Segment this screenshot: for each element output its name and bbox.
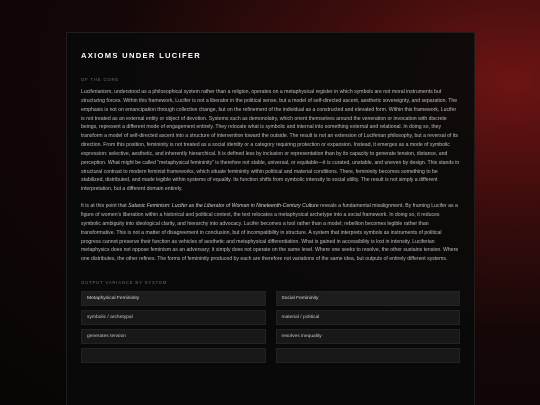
- table-cell: [276, 348, 461, 363]
- table-cell: [81, 348, 266, 363]
- paragraph-2-body: reveals a fundamental misalignment. By framing Lucifer as a figure of women’s liberation within a historical and political context, the text relocates a metaphysical archetype into a social framework. In doing so, it reduces symbolic ambiguity into ideological clarity, and hierarchy into advocacy. Lucifer becomes a tool rather than a model; rebellion becomes legible rather than transformative. This is not a matter of disagreement in conclusion, but of incompatibility in structure. A system that interprets symbols as instruments of political progress cannot preserve their function as vehicles of aesthetic and metaphysical differentiation. What is gained in accessibility is lost in intensity. Luciferian metaphysics does not oppose feminism as an adversary; it simply does not operate on the same level. Where one seeks to resolve, the other sustains tension. Where one distributes, the other refines. The forms of femininity produced by each are therefore not variations of the same idea, but outputs of entirely different systems.: [81, 203, 459, 263]
- section-label: OF THE CORE: [81, 77, 120, 82]
- page-title: AXIOMS UNDER LUCIFER: [81, 51, 202, 60]
- paragraph-1: Luciferianism, understood as a philosophical system rather than a religion, operates on a metaphysical register in which symbols are not moral instruments but structuring forces. Within this framework, Lucifer is not a liberator in the political sense, but a model of self-directed ascent, aesthetic sovereignty, and separation. The emphasis is not on emancipation through collective change, but on the refinement of the individual as a constructed and elevated form. Within this framework, Lucifer is not treated as an external entity or object of devotion. Systems such as demonolatry, which orient themselves around the veneration or invocation with discrete beings, represent a different mode of engagement entirely. They relocate what is symbolic and internal into something external and relational. In doing so, they transform a model of self-directed ascent into a structure of intervention toward the outside. The result is not an extension of Luciferian philosophy, but a reversal of its direction. From this position, femininity is not treated as a social identity or a category requiring protection or expansion. Instead, it emerges as a mode of symbolic expression: selective, aesthetic, and inherently hierarchical. It is defined less by inclusion or representation than by its capacity to generate tension, distance, and perception. What might be called “metaphysical femininity” is therefore not stable, universal, or equitable—it is curated, unstable, and uneven by design. This stands in structural contrast to modern feminist frameworks, which situate femininity within political and material conditions. There, femininity becomes something to be stabilized, distributed, and made legible within systems of equality. Its function shifts from symbolic intensity to social utility. The result is not simply a different interpretation, but a different domain entirely.: [81, 89, 460, 193]
- table-label: OUTPUT VARIANCE BY SYSTEM: [81, 280, 168, 286]
- article-card: [66, 32, 475, 405]
- paragraph-2: [81, 202, 460, 264]
- table-header-metaphysical: Metaphysical Femininity: [81, 291, 266, 306]
- table-cell: generates tension: [81, 329, 266, 344]
- table-cell: material / political: [276, 310, 461, 325]
- book-title: Satanic Feminism: Lucifer as the Liberator of Woman in Nineteenth-Century Culture: [128, 203, 319, 210]
- comparison-table: [81, 291, 460, 363]
- paragraph-2-lead: It is at this point that: [81, 203, 129, 210]
- table-cell: resolves inequality: [276, 329, 461, 344]
- table-header-social: Social Femininity: [276, 291, 461, 306]
- table-cell: symbolic / archetypal: [81, 310, 266, 325]
